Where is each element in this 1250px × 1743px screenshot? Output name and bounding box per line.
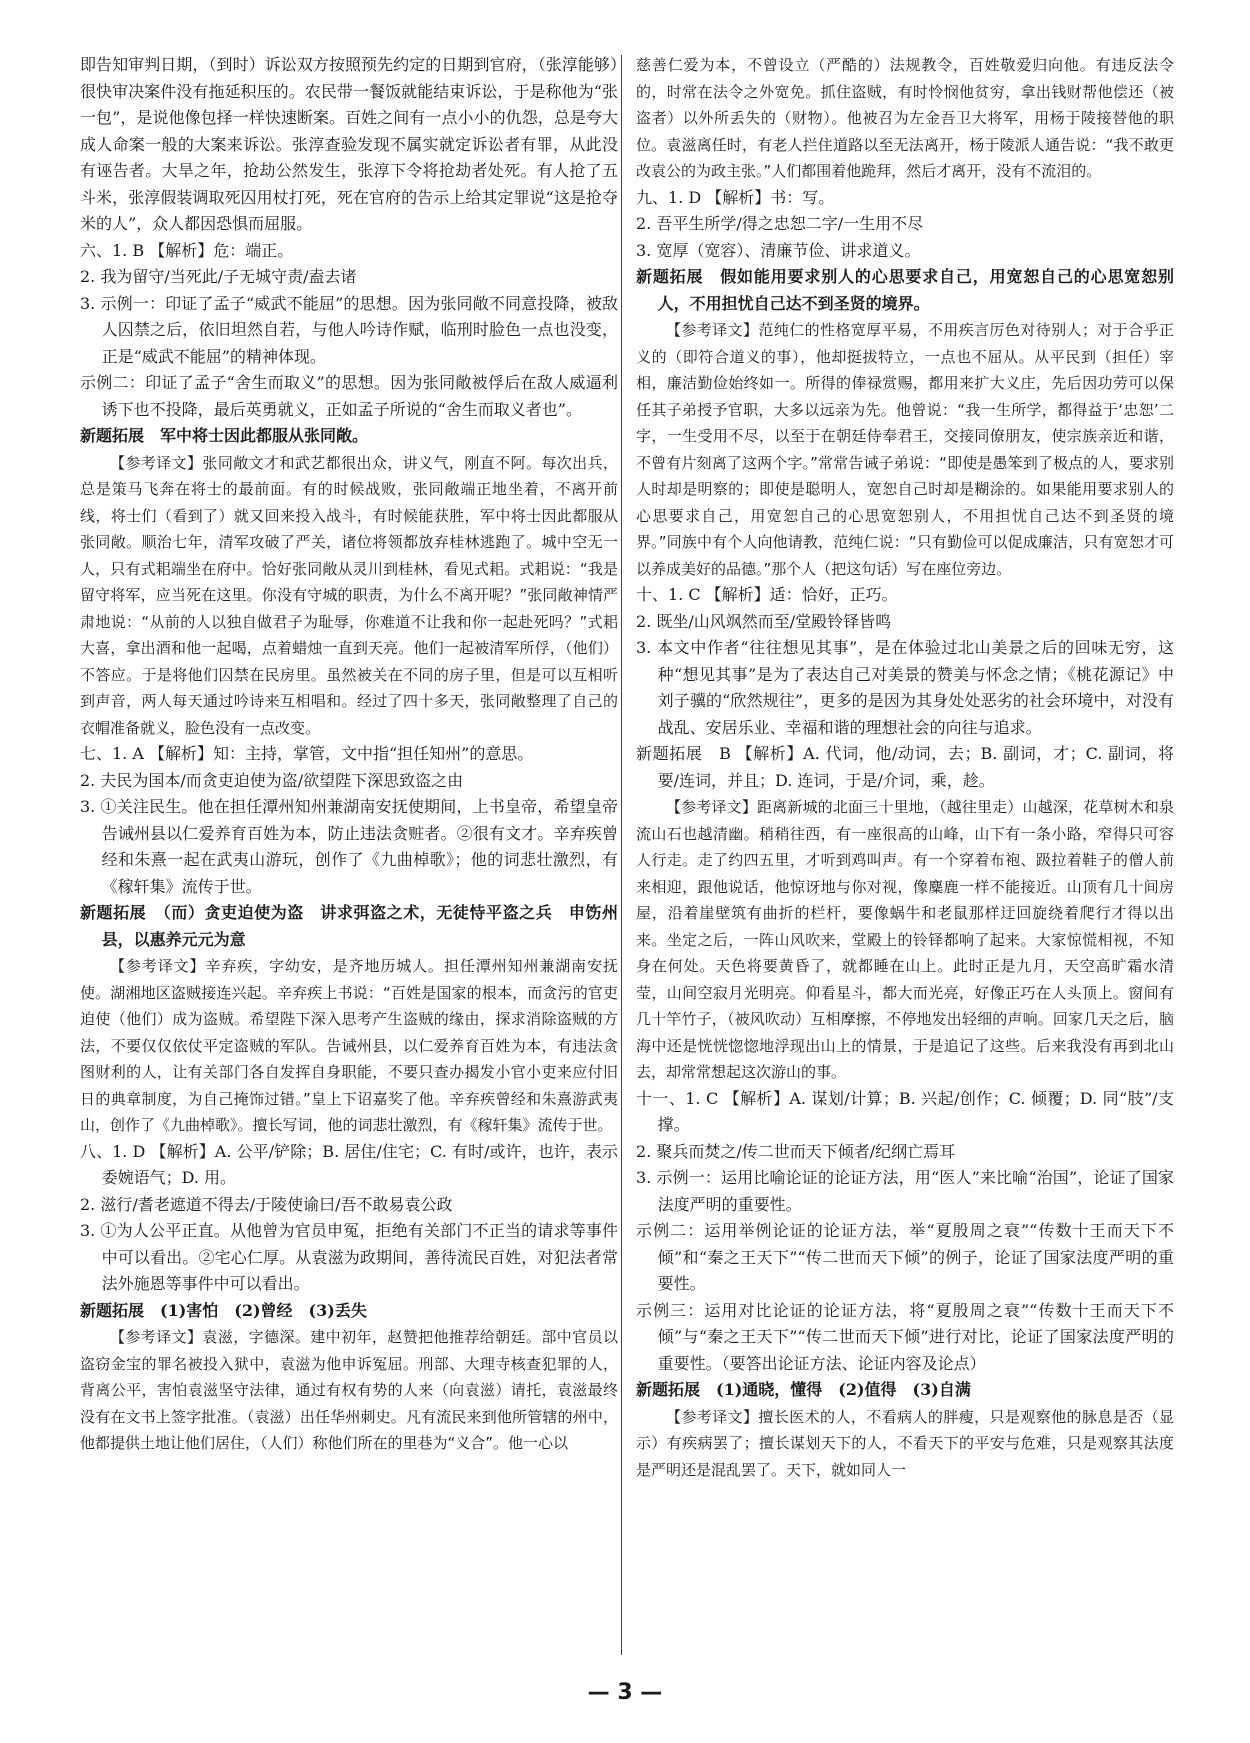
left-column xyxy=(80,52,618,1457)
s7-q3: 3. ①关注民生。他在担任潭州知州兼湖南安抚使期间，上书皇帝，希望皇帝告诫州县以仁爱养育百姓为本，防止违法贪赃者。②很有文才。辛弃疾曾经和朱熹一起在武夷山游玩，创作了《九曲棹歌》；他的词悲壮激烈，有《稼轩集》流传于世。 xyxy=(80,797,618,896)
s8-q1: 八、1. D 【解析】A. 公平/铲除；B. 居住/住宅；C. 有时/或许，也许，表示委婉语气；D. 用。 xyxy=(80,1141,618,1187)
s11-q3-example1: 3. 示例一：运用比喻论证的论证方法，用“医人”来比喻“治国”，论证了国家法度严明的重要性。 xyxy=(636,1168,1174,1214)
s9-extension: 新题拓展 假如能用要求别人的心思要求自己，用宽恕自己的心思宽恕别人，不用担忧自己达不到圣贤的境界。 xyxy=(636,267,1174,313)
s10-q2: 2. 既坐/山风飒然而至/堂殿铃铎皆鸣 xyxy=(636,611,892,631)
s10-q3: 3. 本文中作者“往往想见其事”，是在体验过北山美景之后的回味无穷，这种“想见其事”是为了表达自己对美景的赞美与怀念之情；《桃花源记》中刘子骥的“欣然规往”，更多的是因为其身处处恶劣的社会环境中，对没有战乱、安居乐业、幸福和谐的理想社会的向往与追求。 xyxy=(636,638,1174,737)
s7-q1: 七、1. A 【解析】知：主持，掌管，文中指“担任知州”的意思。 xyxy=(80,744,534,763)
s9-q1: 九、1. D 【解析】书：写。 xyxy=(636,187,835,207)
s9-translation: 【参考译文】范纯仁的性格宽厚平易，不用疾言厉色对待别人；对于合乎正义的（即符合道义的事），他却挺拔特立，一点也不屈从。从平民到（担任）宰相，廉洁勤俭始终如一。所得的俸禄赏赐，都用来扩大义庄，先后因功劳可以保任其子弟授予官职，大多以远亲为先。他曾说：“我一生所学，都得益于‘忠恕’二字，一生受用不尽，以至于在朝廷侍奉君王，交接同僚朋友，使宗族亲近和谐，不曾有片刻离了这两个字。”常常告诫子弟说：“即使是愚笨到了极点的人，要求别人时却是明察的；即使是聪明人，宽恕自己时却是糊涂的。如果能用要求别人的心思要求自己，用宽恕自己的心思宽恕别人，不用担忧自己达不到圣贤的境界。”同族中有个人向他请教，范纯仁说：“只有勤俭可以促成廉洁，只有宽恕才可以养成美好的品德。”那个人（把这句话）写在座位旁边。 xyxy=(636,321,1174,578)
s8-translation-continued: 慈善仁爱为本，不曾设立（严酷的）法规教令，百姓敬爱归向他。有违反法令的，时常在法令之外宽免。抓住盗贼，有时怜悯他贫穷，拿出钱财帮他偿还（被盗者）以外所丢失的（财物）。他被召为左金吾卫大将军，用杨于陵接替他的职位。袁滋离任时，有老人拦住道路以至无法离开，杨于陵派人通告说：“我不敢更改袁公的为政主张。”人们都围着他跪拜，然后才离开，没有不流泪的。 xyxy=(636,56,1174,180)
right-column xyxy=(636,52,1174,1483)
s11-translation: 【参考译文】擅长医术的人，不看病人的胖瘦，只是观察他的脉息是否（显示）有疾病罢了；擅长谋划天下的人，不看天下的平安与危难，只是观察其法度是严明还是混乱罢了。天下，就如同人一 xyxy=(636,1407,1174,1479)
s8-extension: 新题拓展 (1)害怕 (2)曾经 (3)丢失 xyxy=(80,1300,367,1320)
s6-q3-example1: 3. 示例一：印证了孟子“威武不能屈”的思想。因为张同敞不同意投降，被敌人囚禁之后，依旧坦然自若，与他人吟诗作赋，临刑时脸色一点也没变，正是“威武不能屈”的精神体现。 xyxy=(80,293,618,366)
s8-q3: 3. ①为人公平正直。从他曾为官员申冤，拒绝有关部门不正当的请求等事件中可以看出。②宅心仁厚。从袁滋为政期间，善待流民百姓，对犯法者常法外施恩等事件中可以看出。 xyxy=(80,1221,618,1293)
s7-translation: 【参考译文】辛弃疾，字幼安，是齐地历城人。担任潭州知州兼湖南安抚使。湖湘地区盗贼接连兴起。辛弃疾上书说：“百姓是国家的根本，而贪污的官吏迫使（他们）成为盗贼。希望陛下深入思考产生盗贼的缘由，探求消除盗贼的方法，不要仅仅依仗平定盗贼的军队。告诫州县，以仁爱养育百姓为本，有违法贪图财利的人，让有关部门各自发挥自身职能，不要只查办揭发小官小吏来应付旧日的典章制度，为自己掩饰过错。”皇上下诏嘉奖了他。辛弃疾曾经和朱熹游武夷山，创作了《九曲棹歌》。擅长写词，他的词悲壮激烈，有《稼轩集》流传于世。 xyxy=(80,957,618,1134)
s7-q2: 2. 夫民为国本/而贪吏迫使为盗/欲望陛下深思致盗之由 xyxy=(80,770,464,790)
s8-translation: 【参考译文】袁滋，字德深。建中初年，赵赞把他推荐给朝廷。部中官员以盗窃金宝的罪名被投入狱中，袁滋为他申诉冤屈。刑部、大理寺核查犯罪的人，背离公平，害怕袁滋坚守法律，通过有权有势的人来（向袁滋）请托，袁滋最终没有在文书上签字批准。（袁滋）出任华州刺史。凡有流民来到他所管辖的州中，他都提供土地让他们居住，（人们）称他们所在的里巷为“义合”。他一心以 xyxy=(80,1328,618,1452)
s11-q2: 2. 聚兵而焚之/传二世而天下倾者/纪纲亡焉耳 xyxy=(636,1141,956,1161)
s6-q1: 六、1. B 【解析】危：端正。 xyxy=(80,240,294,260)
s7-extension: 新题拓展 （而）贪吏迫使为盗 讲求弭盗之术，无徒恃平盗之兵 申饬州县，以惠养元元为意 xyxy=(80,903,618,949)
s10-translation: 【参考译文】距离新城的北面三十里地，（越往里走）山越深，花草树木和泉流山石也越清幽。稍稍往西，有一座很高的山峰，山下有一条小路，窄得只可容人行走。走了约四五里，才听到鸡叫声。有一个穿着布袍、趿拉着鞋子的僧人前来相迎，跟他说话，他惊讶地与你对视，像麋鹿一样不能接近。山顶有几十间房屋，沿着崖壁筑有曲折的栏杆，要像蜗牛和老鼠那样迂回旋绕着爬行才得以出来。坐定之后，一阵山风吹来，堂殿上的铃铎都响了起来。大家惊慌相视，不知身在何处。天色将要黄昏了，就都睡在山上。此时正是九月，天空高旷霜水清莹，山间空寂月光明亮。仰看星斗，都大而光亮，好像正巧在人头顶上。窗间有几十竿竹子，（被风吹动）互相摩擦，不停地发出轻细的声响。回家几天之后，脑海中还是恍恍惚惚地浮现出山上的情景，于是追记了这些。后来我没有再到北山去，却常常想起这次游山的事。 xyxy=(636,798,1174,1081)
s11-q3-example3: 示例三：运用对比论证的论证方法，将“夏殷周之衰”“传数十王而天下不倾”与“秦之王天下”“传二世而天下倾”进行对比，论证了国家法度严明的重要性。（要答出论证方法、论证内容及论点） xyxy=(636,1300,1174,1373)
s9-q3: 3. 宽厚（宽容）、清廉节俭、讲求道义。 xyxy=(636,240,921,260)
s11-q3-example2: 示例二：运用举例论证的论证方法，举“夏殷周之衰”“传数十王而天下不倾”和“秦之王天下”“传二世而天下倾”的例子，论证了国家法度严明的重要性。 xyxy=(636,1221,1174,1293)
s11-q1: 十一、1. C 【解析】A. 谋划/计算；B. 兴起/创作；C. 倾覆；D. 同“肢”/支撑。 xyxy=(636,1088,1174,1134)
s6-translation: 【参考译文】张同敞文才和武艺都很出众，讲义气，刚直不阿。每次出兵，总是策马飞奔在将士的最前面。有的时候战败，张同敞端正地坐着，不离开前线，将士们（看到了）就又回来投入战斗，有时候能获胜，军中将士因此都服从张同敞。顺治七年，清军攻破了严关，诸位将领都放弃桂林逃跑了。城中空无一人，只有式耜端坐在府中。恰好张同敞从灵川到桂林，看见式耜。式耜说：“我是留守将军，应当死在这里。你没有守城的职责，为什么不离开呢？”张同敞神情严肃地说：“从前的人以独自做君子为耻辱，你难道不让我和你一起赴死吗？”式耜大喜，拿出酒和他一起喝，点着蜡烛一直到天亮。他们一起被清军所俘，（他们）不答应。于是将他们囚禁在民房里。虽然被关在不同的房子里，但是可以互相听到声音，两人每天通过吟诗来互相唱和。经过了四十多天，张同敞整理了自己的衣帽准备就义，脸色没有一点改变。 xyxy=(80,453,618,737)
s11-extension: 新题拓展 (1)通晓，懂得 (2)值得 (3)自满 xyxy=(636,1380,971,1399)
s9-q2: 2. 吾平生所学/得之忠恕二字/一生用不尽 xyxy=(636,214,924,233)
s6-q2: 2. 我为留守/当死此/子无城守责/盍去诸 xyxy=(80,267,357,286)
s10-q1: 十、1. C 【解析】适：恰好，正巧。 xyxy=(636,585,898,604)
page-number: — 3 — xyxy=(587,1680,663,1705)
s8-q2: 2. 滋行/耆老遮道不得去/于陵使谕曰/吾不敢易袁公政 xyxy=(80,1194,453,1214)
s6-extension: 新题拓展 军中将士因此都服从张同敞。 xyxy=(80,426,369,445)
s6-q3-example2: 示例二：印证了孟子“舍生而取义”的思想。因为张同敞被俘后在敌人威逼利诱下也不投降，最后英勇就义，正如孟子所说的“舍生而取义者也”。 xyxy=(80,373,618,419)
s10-extension: 新题拓展 B 【解析】A. 代词，他/动词，去；B. 副词，才；C. 副词，将要/连词，并且；D. 连词，于是/介词，乘，趁。 xyxy=(636,744,1174,790)
column-divider xyxy=(621,55,622,1655)
intro-paragraph: 即告知审判日期，（到时）诉讼双方按照预先约定的日期到官府，（张淳能够）很快审决案件没有拖延积压的。农民带一餐饭就能结束诉讼，于是称他为“张一包”，是说他像包择一样快速断案。百姓之间有一点小小的仇怨，总是夸大成人命案一般的大案来诉讼。张淳查验发现不属实就定诉讼者有罪，从此没有诬告者。大旱之年，抢劫公然发生，张淳下令将抢劫者处死。有人抢了五斗米，张淳假装调取死囚用杖打死，死在官府的告示上给其定罪说“这是抢夺米的人”，众人都因恐惧而屈服。 xyxy=(80,55,618,233)
